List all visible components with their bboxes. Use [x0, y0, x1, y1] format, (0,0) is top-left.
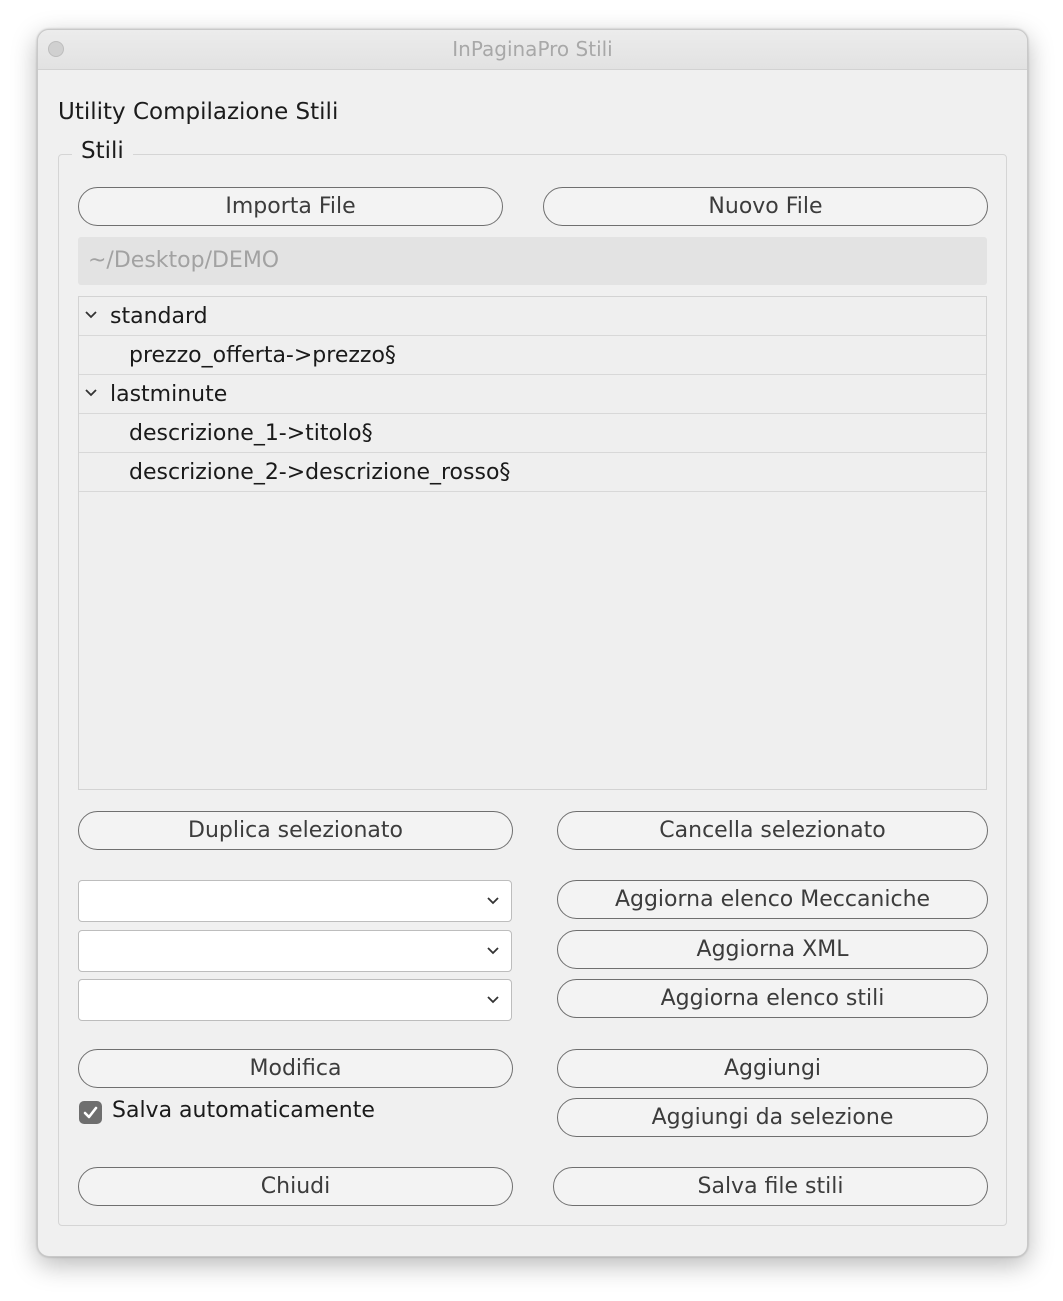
tree-item-row[interactable]	[79, 453, 986, 492]
autosave-label[interactable]: Salva automaticamente	[112, 1098, 375, 1123]
close-button[interactable]: Chiudi	[78, 1167, 513, 1206]
xml-select[interactable]	[78, 930, 512, 972]
tree-group-row[interactable]	[79, 375, 986, 414]
styles-select[interactable]	[78, 979, 512, 1021]
chevron-down-icon[interactable]	[82, 384, 100, 402]
update-styles-button[interactable]: Aggiorna elenco stili	[557, 979, 988, 1018]
tree-group-row[interactable]	[79, 297, 986, 336]
tree-item-label: descrizione_2->descrizione_rosso§	[129, 460, 511, 485]
styles-group-title: Stili	[72, 138, 133, 164]
mechanics-select[interactable]	[78, 880, 512, 922]
tree-item-label: descrizione_1->titolo§	[129, 421, 373, 446]
window-title: InPaginaPro Stili	[452, 37, 613, 61]
tree-group-label: lastminute	[110, 382, 228, 407]
tree-item-label: prezzo_offerta->prezzo§	[129, 343, 396, 368]
add-from-selection-button[interactable]: Aggiungi da selezione	[557, 1098, 988, 1137]
chevron-down-icon	[485, 992, 501, 1008]
add-button[interactable]: Aggiungi	[557, 1049, 988, 1088]
tree-group-label: standard	[110, 304, 208, 329]
edit-button[interactable]: Modifica	[78, 1049, 513, 1088]
tree-item-row[interactable]	[79, 336, 986, 375]
chevron-down-icon	[485, 943, 501, 959]
new-file-button[interactable]: Nuovo File	[543, 187, 988, 226]
chevron-down-icon	[485, 893, 501, 909]
tree-item-row[interactable]	[79, 414, 986, 453]
file-path-field: ~/Desktop/DEMO	[78, 237, 987, 285]
styles-window	[37, 29, 1028, 1257]
page-heading: Utility Compilazione Stili	[58, 99, 339, 125]
chevron-down-icon[interactable]	[82, 306, 100, 324]
styles-tree[interactable]	[78, 296, 987, 790]
update-xml-button[interactable]: Aggiorna XML	[557, 930, 988, 969]
save-styles-file-button[interactable]: Salva file stili	[553, 1167, 988, 1206]
duplicate-selected-button[interactable]: Duplica selezionato	[78, 811, 513, 850]
update-mechanics-button[interactable]: Aggiorna elenco Meccaniche	[557, 880, 988, 919]
delete-selected-button[interactable]: Cancella selezionato	[557, 811, 988, 850]
autosave-checkbox[interactable]	[79, 1101, 102, 1124]
import-file-button[interactable]: Importa File	[78, 187, 503, 226]
title-bar[interactable]	[38, 30, 1027, 70]
checkmark-icon	[81, 1103, 100, 1122]
